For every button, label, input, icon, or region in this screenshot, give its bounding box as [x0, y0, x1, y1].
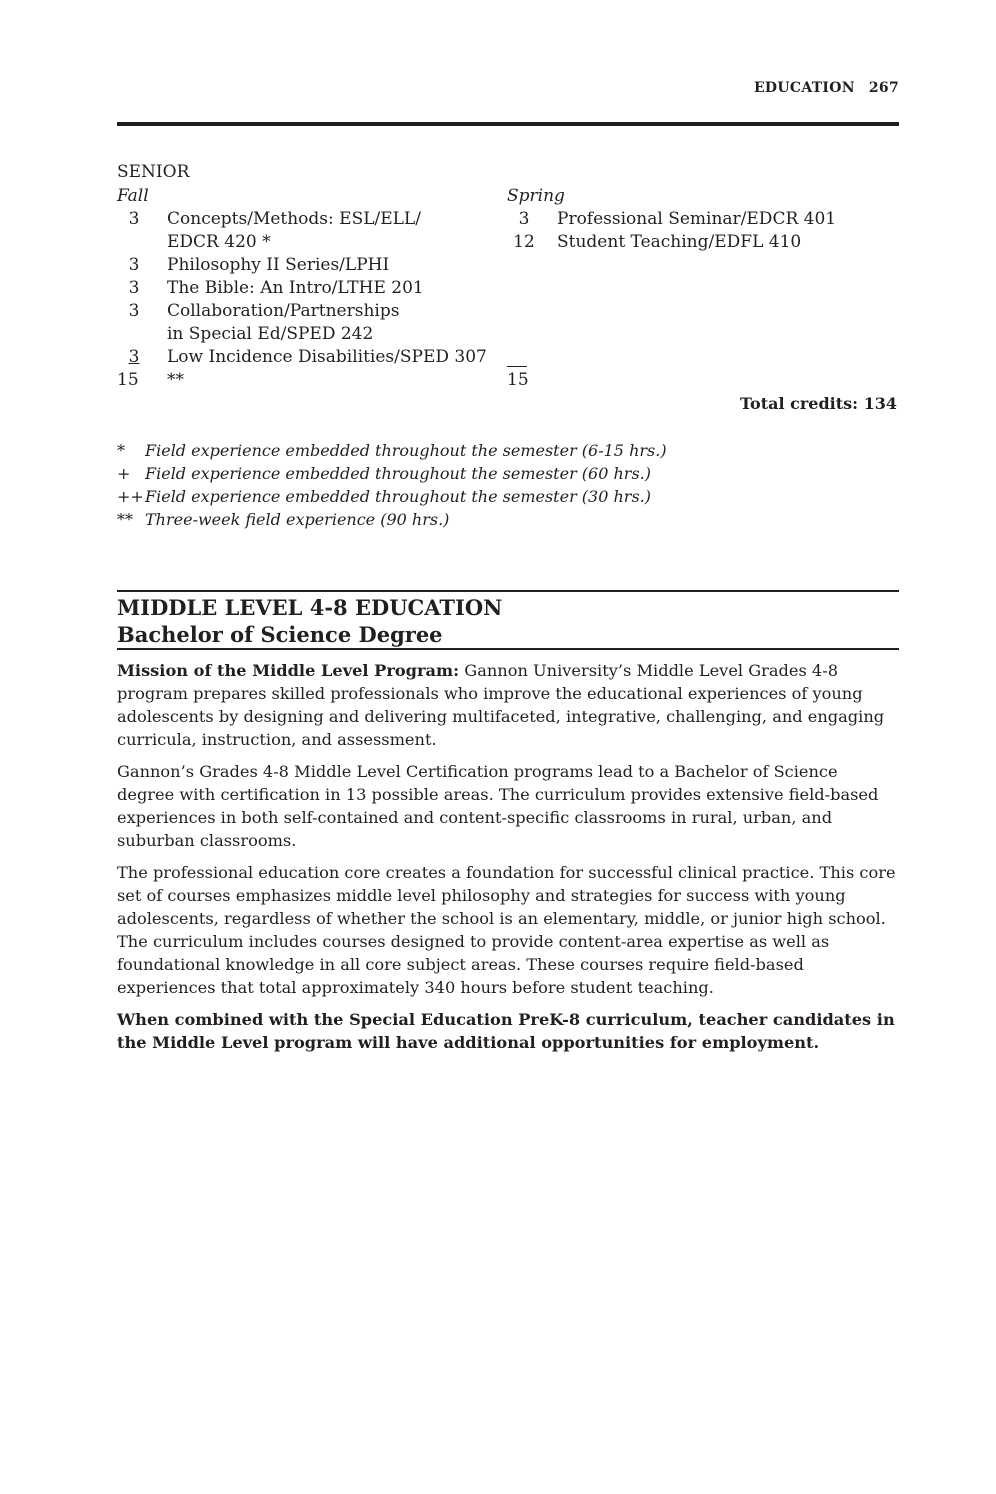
section-body [117, 659, 899, 1063]
course-name: Professional Seminar/EDCR 401 [557, 209, 837, 229]
footnote [117, 485, 667, 508]
course-credits: 3 [128, 301, 140, 321]
footnote-mark: + [117, 464, 131, 483]
course-name: Philosophy II Series/LPHI [167, 255, 390, 275]
fall-term-label: Fall [117, 186, 149, 206]
spring-total: 15 [507, 370, 529, 390]
course-row [507, 208, 899, 231]
course-row [117, 300, 507, 323]
footnote-text: Field experience embedded throughout the semester (30 hrs.) [145, 487, 651, 506]
section-rule-top [117, 590, 899, 592]
header-rule [117, 122, 899, 126]
mission-lead: Mission of the Middle Level Program: [117, 661, 460, 680]
course-credits: 3 [128, 347, 140, 367]
fall-total: 15 [117, 370, 139, 390]
course-name: EDCR 420 * [167, 232, 271, 252]
course-credits: 3 [518, 209, 530, 229]
course-name: Concepts/Methods: ESL/ELL/ [167, 209, 421, 229]
total-credits: Total credits: 134 [739, 394, 897, 413]
course-credits: 3 [128, 278, 140, 298]
footnote [117, 439, 667, 462]
running-head [754, 80, 899, 96]
mission-text: Gannon University’s Middle Level Grades 4-8 program prepares skilled professionals who improve the educational experiences of young adolescents by designing and delivering multifaceted, integrative, challenging, and engaging curricula, instruction, and assessment. [117, 661, 885, 749]
footnote-mark: ++ [117, 487, 144, 506]
year-label: SENIOR [117, 162, 190, 182]
course-name: in Special Ed/SPED 242 [167, 324, 374, 344]
mission-paragraph [117, 659, 899, 751]
section-heading [117, 594, 502, 648]
spring-column [507, 185, 899, 254]
course-credits: 3 [128, 209, 140, 229]
footnote-mark: ** [117, 510, 133, 529]
spring-total-rule [507, 366, 527, 367]
bold-paragraph: When combined with the Special Education PreK-8 curriculum, teacher candidates in the Middle Level program will have additional opportunities for employment. [117, 1010, 895, 1052]
section-subtitle: Bachelor of Science Degree [117, 622, 443, 647]
course-credits: 3 [128, 255, 140, 275]
footnote-text: Three-week field experience (90 hrs.) [145, 510, 450, 529]
course-row [117, 277, 507, 300]
footnote-text: Field experience embedded throughout the semester (60 hrs.) [145, 464, 651, 483]
fall-column [117, 185, 507, 392]
course-row [117, 208, 507, 231]
course-name: Collaboration/Partnerships [167, 301, 400, 321]
running-head-section: EDUCATION [753, 80, 855, 96]
course-row [507, 231, 899, 254]
course-name: The Bible: An Intro/LTHE 201 [167, 278, 424, 298]
paragraph: Gannon’s Grades 4-8 Middle Level Certification programs lead to a Bachelor of Science degree with certification in 13 possible areas. The curriculum provides extensive field-based experiences in both self-contained and content-specific classrooms in rural, urban, and suburban classrooms. [117, 762, 879, 850]
footnotes [117, 439, 667, 531]
course-row [117, 346, 507, 392]
course-credits [117, 231, 151, 254]
course-row [117, 254, 507, 277]
footnote [117, 462, 667, 485]
course-row [117, 231, 507, 254]
footnote [117, 508, 667, 531]
spring-term-label: Spring [507, 186, 565, 206]
paragraph: The professional education core creates a foundation for successful clinical practice. This core set of courses emphasizes middle level philosophy and strategies for success with young adolescents, regardless of whether the school is an elementary, middle, or junior high school. The curriculum includes courses designed to provide content-area expertise as well as foundational knowledge in all core subject areas. These courses require field-based experiences that total approximately 340 hours before student teaching. [117, 863, 896, 997]
course-row [117, 323, 507, 346]
course-credits: 12 [513, 232, 535, 252]
course-name: Low Incidence Disabilities/SPED 307 ** [167, 347, 487, 390]
page-number: 267 [868, 80, 899, 96]
course-name: Student Teaching/EDFL 410 [557, 232, 802, 252]
footnote-mark: * [117, 441, 125, 460]
section-rule-bottom [117, 648, 899, 650]
footnote-text: Field experience embedded throughout the semester (6-15 hrs.) [145, 441, 667, 460]
section-title: MIDDLE LEVEL 4-8 EDUCATION [117, 595, 503, 620]
course-credits [117, 323, 151, 346]
